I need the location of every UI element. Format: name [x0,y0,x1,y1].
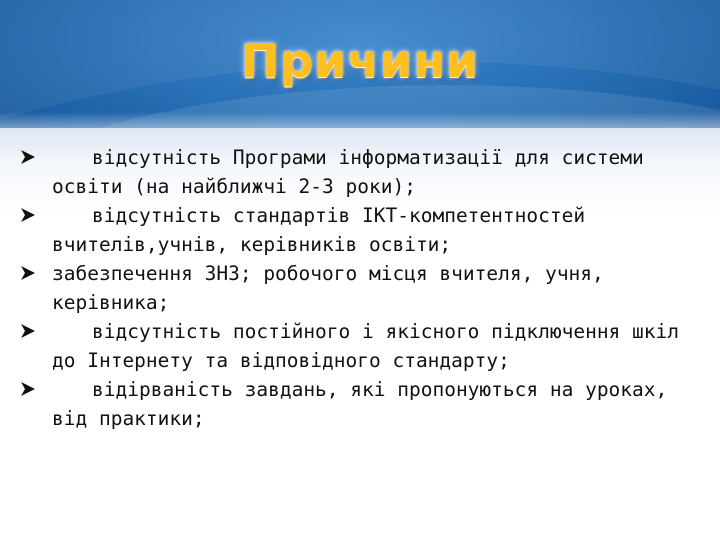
slide-title: Причини [240,34,480,88]
arrowhead-bullet-icon [20,143,40,172]
arrowhead-bullet-icon [20,201,40,230]
bullet-text: відсутність Програми інформатизації для системи освіти (на найближчі 2-3 роки); [52,146,644,198]
arrowhead-bullet-icon [20,317,40,346]
bullet-text: відірваність завдань, які пропонуються на уроках, від практики; [52,378,668,430]
panel-top-fade [0,112,720,142]
bullet-item [0,201,720,259]
bullet-item [0,259,720,317]
bullet-item [0,317,720,375]
arrowhead-bullet-icon [20,259,40,288]
arrowhead-bullet-icon [20,375,40,404]
bullet-text: забезпечення ЗНЗ; робочого місця вчителя, учня, керівника; [52,262,604,314]
bullet-item [0,375,720,433]
bullet-text: відсутність стандартів ІКТ-компетентностей вчителів,учнів, керівників освіти; [52,204,586,256]
bullet-text: відсутність постійного і якісного підключення шкіл до Інтернету та відповідного стандарту; [52,320,679,372]
corner-block [16,470,50,500]
bullet-item [0,143,720,201]
bullet-list [0,143,720,433]
